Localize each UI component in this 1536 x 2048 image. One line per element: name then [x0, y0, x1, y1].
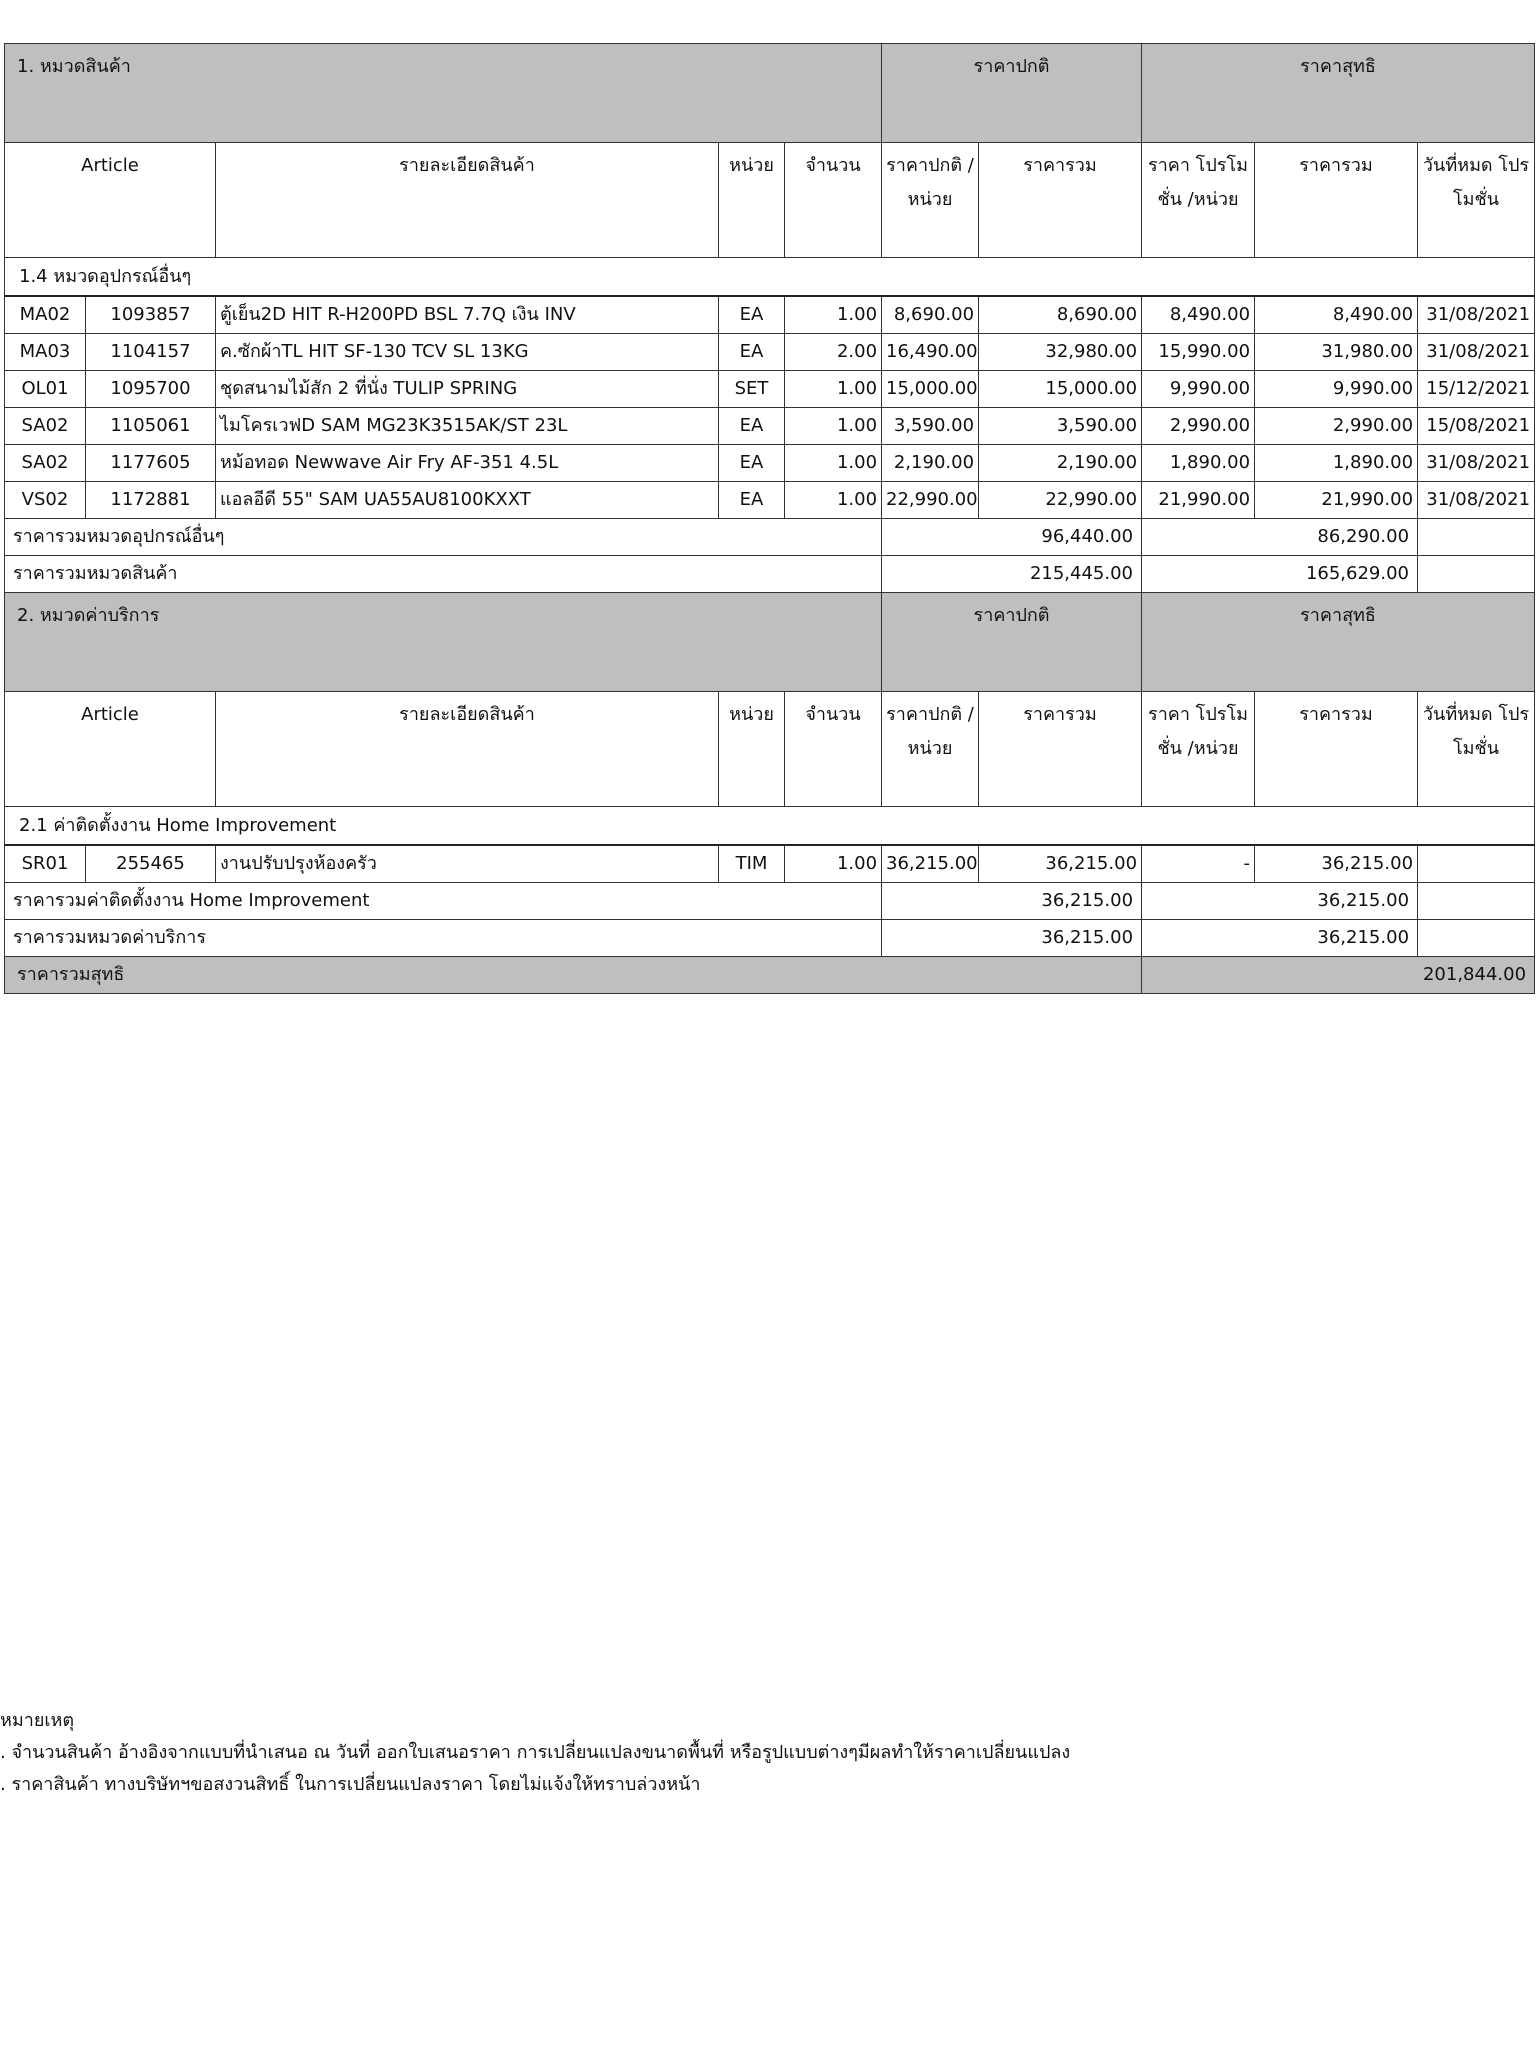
item-unit: EA [719, 408, 785, 445]
item-price: 3,590.00 [882, 408, 979, 445]
section1-total-row [5, 556, 1535, 593]
section2-subgroup: 2.1 ค่าติดตั้งงาน Home Improvement [5, 807, 1535, 846]
item-promo-end: 15/12/2021 [1418, 371, 1535, 408]
item-article: 255465 [86, 845, 216, 883]
item-net-total: 31,980.00 [1255, 334, 1418, 371]
section1-subtotal-label: ราคารวมหมวดอุปกรณ์อื่นๆ [5, 519, 882, 556]
item-promo-end [1418, 845, 1535, 883]
item-code: SA02 [5, 408, 86, 445]
item-unit: EA [719, 482, 785, 519]
item-promo-price: 8,490.00 [1142, 296, 1255, 334]
item-total: 2,190.00 [979, 445, 1142, 482]
table-row [5, 371, 1535, 408]
item-description: ค.ซักผ้าTL HIT SF-130 TCV SL 13KG [216, 334, 719, 371]
section1-subgroup-row [5, 258, 1535, 297]
section2-subtotal-row [5, 883, 1535, 920]
col-promo-per-unit: ราคา โปรโมชั่น /หน่วย [1142, 692, 1255, 807]
col-promo-per-unit: ราคา โปรโมชั่น /หน่วย [1142, 143, 1255, 258]
item-price: 36,215.00 [882, 845, 979, 883]
item-total: 3,590.00 [979, 408, 1142, 445]
item-description: แอลอีดี 55" SAM UA55AU8100KXXT [216, 482, 719, 519]
item-qty: 1.00 [785, 296, 882, 334]
col-article: Article [5, 143, 216, 258]
col-net-total: ราคารวม [1255, 143, 1418, 258]
section2-regular-label: ราคาปกติ [882, 593, 1142, 692]
item-total: 8,690.00 [979, 296, 1142, 334]
col-price-per-unit: ราคาปกติ /หน่วย [882, 692, 979, 807]
section1-subtotal-regular: 96,440.00 [882, 519, 1142, 556]
section1-total-regular: 215,445.00 [882, 556, 1142, 593]
item-qty: 1.00 [785, 371, 882, 408]
section2-column-header-row [5, 692, 1535, 807]
item-promo-price: 2,990.00 [1142, 408, 1255, 445]
item-price: 15,000.00 [882, 371, 979, 408]
empty-cell [1418, 556, 1535, 593]
item-promo-price: 1,890.00 [1142, 445, 1255, 482]
item-promo-price: 21,990.00 [1142, 482, 1255, 519]
col-unit: หน่วย [719, 143, 785, 258]
item-unit: TIM [719, 845, 785, 883]
col-price-per-unit: ราคาปกติ /หน่วย [882, 143, 979, 258]
section2-total-net: 36,215.00 [1142, 920, 1418, 957]
item-code: SR01 [5, 845, 86, 883]
item-article: 1177605 [86, 445, 216, 482]
item-promo-end: 31/08/2021 [1418, 334, 1535, 371]
section1-subgroup: 1.4 หมวดอุปกรณ์อื่นๆ [5, 258, 1535, 297]
col-unit: หน่วย [719, 692, 785, 807]
item-article: 1104157 [86, 334, 216, 371]
section1-column-header-row [5, 143, 1535, 258]
item-article: 1105061 [86, 408, 216, 445]
table-row [5, 408, 1535, 445]
section1-net-label: ราคาสุทธิ [1142, 44, 1535, 143]
item-price: 8,690.00 [882, 296, 979, 334]
item-description: ตู้เย็น2D HIT R-H200PD BSL 7.7Q เงิน INV [216, 296, 719, 334]
section2-subtotal-net: 36,215.00 [1142, 883, 1418, 920]
section2-total-label: ราคารวมหมวดค่าบริการ [5, 920, 882, 957]
item-price: 2,190.00 [882, 445, 979, 482]
col-net-total: ราคารวม [1255, 692, 1418, 807]
item-description: ชุดสนามไม้สัก 2 ที่นั่ง TULIP SPRING [216, 371, 719, 408]
section2-header-row [5, 593, 1535, 692]
item-total: 36,215.00 [979, 845, 1142, 883]
item-total: 32,980.00 [979, 334, 1142, 371]
section1-regular-label: ราคาปกติ [882, 44, 1142, 143]
item-promo-price: 15,990.00 [1142, 334, 1255, 371]
col-promo-end: วันที่หมด โปรโมชั่น [1418, 143, 1535, 258]
item-net-total: 2,990.00 [1255, 408, 1418, 445]
item-article: 1093857 [86, 296, 216, 334]
item-code: OL01 [5, 371, 86, 408]
item-promo-price: 9,990.00 [1142, 371, 1255, 408]
item-description: หม้อทอด Newwave Air Fry AF-351 4.5L [216, 445, 719, 482]
item-total: 15,000.00 [979, 371, 1142, 408]
section1-header-row [5, 44, 1535, 143]
item-qty: 1.00 [785, 445, 882, 482]
item-qty: 2.00 [785, 334, 882, 371]
item-total: 22,990.00 [979, 482, 1142, 519]
section2-subgroup-row [5, 807, 1535, 846]
item-unit: EA [719, 334, 785, 371]
item-net-total: 36,215.00 [1255, 845, 1418, 883]
col-total: ราคารวม [979, 143, 1142, 258]
section1-total-net: 165,629.00 [1142, 556, 1418, 593]
col-promo-end: วันที่หมด โปรโมชั่น [1418, 692, 1535, 807]
section1-subtotal-row [5, 519, 1535, 556]
item-promo-end: 15/08/2021 [1418, 408, 1535, 445]
item-article: 1172881 [86, 482, 216, 519]
section2-net-label: ราคาสุทธิ [1142, 593, 1535, 692]
col-description: รายละเอียดสินค้า [216, 692, 719, 807]
item-description: ไมโครเวฟD SAM MG23K3515AK/ST 23L [216, 408, 719, 445]
item-description: งานปรับปรุงห้องครัว [216, 845, 719, 883]
section2-total-regular: 36,215.00 [882, 920, 1142, 957]
item-promo-end: 31/08/2021 [1418, 445, 1535, 482]
item-net-total: 8,490.00 [1255, 296, 1418, 334]
item-promo-end: 31/08/2021 [1418, 482, 1535, 519]
item-net-total: 1,890.00 [1255, 445, 1418, 482]
grand-total-value: 201,844.00 [1142, 957, 1535, 994]
section2-total-row [5, 920, 1535, 957]
item-promo-end: 31/08/2021 [1418, 296, 1535, 334]
item-article: 1095700 [86, 371, 216, 408]
item-code: MA03 [5, 334, 86, 371]
table-row [5, 845, 1535, 883]
section1-total-label: ราคารวมหมวดสินค้า [5, 556, 882, 593]
item-net-total: 9,990.00 [1255, 371, 1418, 408]
notes-line-2: . ราคาสินค้า ทางบริษัทฯขอสงวนสิทธิ์ ในการเปลี่ยนแปลงราคา โดยไม่แจ้งให้ทราบล่วงหน้า [0, 1774, 701, 1795]
grand-total-label: ราคารวมสุทธิ [5, 957, 1142, 994]
empty-cell [1418, 519, 1535, 556]
item-unit: EA [719, 296, 785, 334]
notes-line-1: . จำนวนสินค้า อ้างอิงจากแบบที่นำเสนอ ณ วันที่ ออกใบเสนอราคา การเปลี่ยนแปลงขนาดพื้นที่ หรือรูปแบบต่างๆมีผลทำให้ราคาเปลี่ยนแปลง [0, 1742, 1071, 1763]
table-row [5, 296, 1535, 334]
item-net-total: 21,990.00 [1255, 482, 1418, 519]
item-code: MA02 [5, 296, 86, 334]
section2-subtotal-label: ราคารวมค่าติดตั้งงาน Home Improvement [5, 883, 882, 920]
grand-total-row [5, 957, 1535, 994]
empty-cell [1418, 883, 1535, 920]
item-qty: 1.00 [785, 482, 882, 519]
col-qty: จำนวน [785, 692, 882, 807]
item-unit: EA [719, 445, 785, 482]
item-code: SA02 [5, 445, 86, 482]
item-qty: 1.00 [785, 845, 882, 883]
item-promo-price: - [1142, 845, 1255, 883]
col-total: ราคารวม [979, 692, 1142, 807]
section1-title: 1. หมวดสินค้า [5, 44, 882, 143]
item-code: VS02 [5, 482, 86, 519]
item-price: 16,490.00 [882, 334, 979, 371]
section2-title: 2. หมวดค่าบริการ [5, 593, 882, 692]
section1-subtotal-net: 86,290.00 [1142, 519, 1418, 556]
quotation-table [4, 43, 1535, 994]
col-qty: จำนวน [785, 143, 882, 258]
table-row [5, 482, 1535, 519]
item-price: 22,990.00 [882, 482, 979, 519]
section2-subtotal-regular: 36,215.00 [882, 883, 1142, 920]
table-row [5, 445, 1535, 482]
empty-cell [1418, 920, 1535, 957]
col-article: Article [5, 692, 216, 807]
item-qty: 1.00 [785, 408, 882, 445]
item-unit: SET [719, 371, 785, 408]
notes-title: หมายเหตุ [0, 1710, 75, 1731]
table-row [5, 334, 1535, 371]
col-description: รายละเอียดสินค้า [216, 143, 719, 258]
